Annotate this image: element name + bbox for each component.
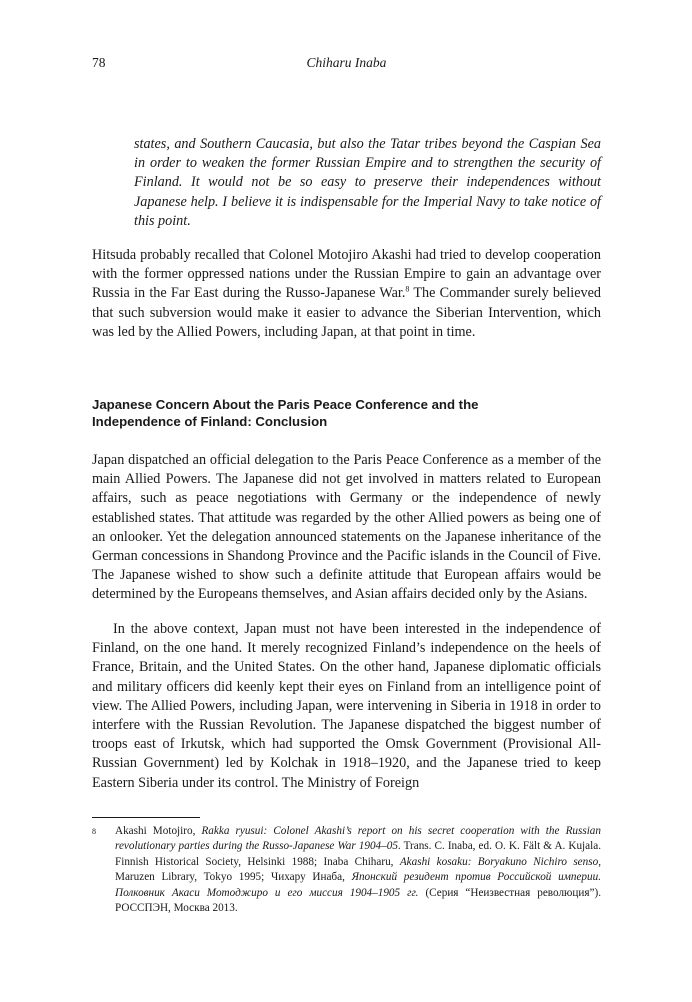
footnote	[92, 824, 601, 916]
footnote-divider	[92, 817, 200, 818]
block-quote: states, and Southern Caucasia, but also the Tatar tribes beyond the Caspian Sea in order to weaken the former Russian Empire and to strengthen the security of Finland. It would not be so easy to preserve their independences without Japanese help. I believe it is indispensable for the Imperial Navy to take notice of this point.	[134, 136, 601, 229]
body-paragraph	[92, 246, 601, 342]
footnote-number: 8	[92, 827, 96, 836]
footnote-reference[interactable]: 8	[405, 284, 410, 294]
body-paragraph: In the above context, Japan must not have been interested in the independence of Finland, on the one hand. It merely recognized Finland’s independence on the heels of France, Britain, and the United States. On the other hand, Japanese diplomatic officials and military officers did keenly kept their eyes on Finland from an intelligence point of view. The Allied Powers, including Japan, were intervening in Siberia in 1918 in order to interfere with the Russian Revolution. The Japanese dispatched the biggest number of troops east of Irkutsk, which had supported the Omsk Government (Provisional All-Russian Government) led by Kolchak in 1918–1920, and the Japanese tried to keep Eastern Siberia under its control. The Ministry of Foreign	[92, 621, 601, 791]
footnote-text	[115, 824, 601, 916]
section-heading	[92, 396, 601, 430]
page-number: 78	[92, 55, 106, 70]
footnote-title: Rakka ryusui: Colonel Akashi’s report on his secret cooperation with the Russian revolutionary parties during the Russo-Japanese War 1904–05	[115, 825, 601, 853]
paragraph-text: The Commander surely believed that such subversion would make it easier to advance the Siberian Intervention, which was led by the Allied Powers, including Japan, at that point in time.	[92, 285, 601, 340]
page-header	[92, 55, 601, 73]
footnote-segment: Akashi Motojiro,	[115, 825, 202, 837]
paragraph-text: Hitsuda probably recalled that Colonel Motojiro Akashi had tried to develop cooperation with the former oppressed nations under the Russian Empire to gain an advantage over Russia in the Far East during the Russo-Japanese War.	[92, 247, 601, 302]
footnote-segment: , Maruzen Library, Tokyo 1995; Чихару Инаба,	[115, 855, 601, 884]
body-paragraph: Japan dispatched an official delegation to the Paris Peace Conference as a member of the main Allied Powers. The Japanese did not get involved in matters related to European affairs, such as peace negotiations with Germany or the independence of newly established states. That attitude was regarded by the other Allied powers as being one of an onlooker. Yet the delegation announced statements on the Japanese inheritance of the German concessions in Shandong Province and the Pacific islands in the Council of Five. The Japanese wished to show such a definite attitude that European affairs would be determined by the Europeans themselves, and Asian affairs decided only by the Asians.	[92, 452, 601, 603]
footnote-segment: (Серия “Неизвестная революция”). РОССПЭН, Москва 2013.	[115, 886, 601, 915]
running-head: Chiharu Inaba	[306, 55, 387, 70]
section-heading-line: Japanese Concern About the Paris Peace Conference and the	[92, 397, 479, 412]
section-heading-line: Independence of Finland: Conclusion	[92, 414, 328, 429]
footnote-segment: . Trans. C. Inaba, ed. O. K. Fält & A. Kujala. Finnish Historical Society, Helsinki 1988; Inaba Chiharu,	[115, 840, 601, 868]
footnote-title: Akashi kosaku: Boryakuno Nichiro senso	[399, 855, 599, 868]
footnote-title: Японский резидент против Российской империи. Полковник Акаси Мотоджиро и его миссия 1904–1905 гг.	[115, 871, 601, 899]
